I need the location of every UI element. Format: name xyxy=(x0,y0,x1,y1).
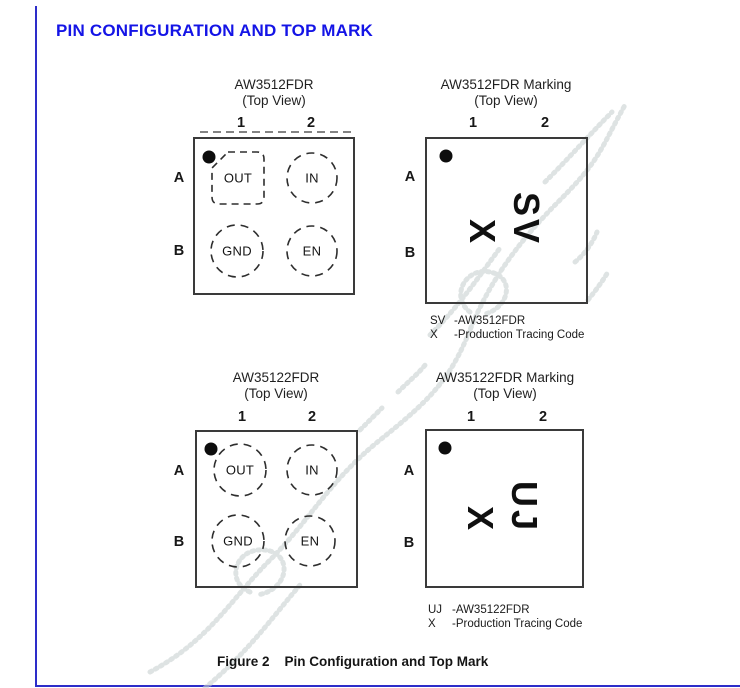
tl-pin-label-in: IN xyxy=(305,170,319,186)
legend-line xyxy=(428,604,582,618)
bl-package-outline xyxy=(195,430,358,588)
tl-pin-label-en: EN xyxy=(302,243,322,259)
figure-label: Figure 2 xyxy=(217,654,270,669)
br-marking-area xyxy=(425,429,580,584)
tl-pin-label-gnd: GND xyxy=(222,243,252,259)
bl-pin-label-gnd: GND xyxy=(223,533,253,549)
tl-row-label-b: B xyxy=(173,243,185,259)
bl-panel-subtitle: (Top View) xyxy=(244,386,308,401)
br-marking-code: UJ xyxy=(504,480,546,533)
bl-col-label-1: 1 xyxy=(237,409,247,425)
tr-panel-subtitle: (Top View) xyxy=(474,93,538,108)
tl-row-label-a: A xyxy=(173,170,185,186)
tr-marking-legend xyxy=(430,315,584,342)
legend-desc: -Production Tracing Code xyxy=(454,328,585,341)
tr-col-label-1: 1 xyxy=(468,115,478,131)
tr-row-label-b: B xyxy=(404,245,416,261)
legend-line xyxy=(428,618,582,632)
legend-line xyxy=(430,329,584,343)
br-tracing-code: X xyxy=(460,505,502,533)
tr-panel-title: AW3512FDR Marking xyxy=(440,77,572,92)
legend-code: SV xyxy=(430,315,446,327)
figure-title: Pin Configuration and Top Mark xyxy=(284,654,489,669)
tr-row-label-a: A xyxy=(404,169,416,185)
tl-col-label-2: 2 xyxy=(306,115,316,131)
tr-marking-area xyxy=(425,137,584,300)
br-panel-subtitle: (Top View) xyxy=(473,386,537,401)
br-row-label-a: A xyxy=(403,463,415,479)
bl-row-label-a: A xyxy=(173,463,185,479)
legend-code: X xyxy=(428,617,436,630)
legend-desc: -AW3512FDR xyxy=(454,315,526,327)
bl-pin-label-out: OUT xyxy=(225,462,255,478)
br-laser-marking xyxy=(459,480,547,532)
section-heading: PIN CONFIGURATION AND TOP MARK xyxy=(56,21,374,40)
tr-laser-marking xyxy=(461,191,549,245)
bl-panel-title: AW35122FDR xyxy=(232,370,320,385)
br-col-label-1: 1 xyxy=(466,409,476,425)
tl-package-outline xyxy=(193,137,355,295)
figure-caption xyxy=(217,654,488,669)
tr-tracing-code: X xyxy=(462,218,504,246)
bl-col-label-2: 2 xyxy=(307,409,317,425)
br-panel-title: AW35122FDR Marking xyxy=(435,370,575,385)
bl-row-label-b: B xyxy=(173,534,185,550)
br-col-label-2: 2 xyxy=(538,409,548,425)
br-row-label-b: B xyxy=(403,535,415,551)
bl-pin-label-en: EN xyxy=(300,533,320,549)
tl-panel-subtitle: (Top View) xyxy=(242,93,306,108)
tr-col-label-2: 2 xyxy=(540,115,550,131)
legend-desc: -AW35122FDR xyxy=(452,604,530,616)
tl-pin-label-out: OUT xyxy=(223,170,253,186)
bl-pin-label-in: IN xyxy=(305,462,319,478)
legend-line xyxy=(430,315,584,329)
tl-col-label-1: 1 xyxy=(236,115,246,131)
legend-code: X xyxy=(430,328,438,341)
tl-panel-title: AW3512FDR xyxy=(234,77,314,92)
br-marking-legend xyxy=(428,604,582,631)
legend-desc: -Production Tracing Code xyxy=(452,617,583,630)
tr-marking-code: SV xyxy=(506,191,548,246)
legend-code: UJ xyxy=(428,604,443,616)
